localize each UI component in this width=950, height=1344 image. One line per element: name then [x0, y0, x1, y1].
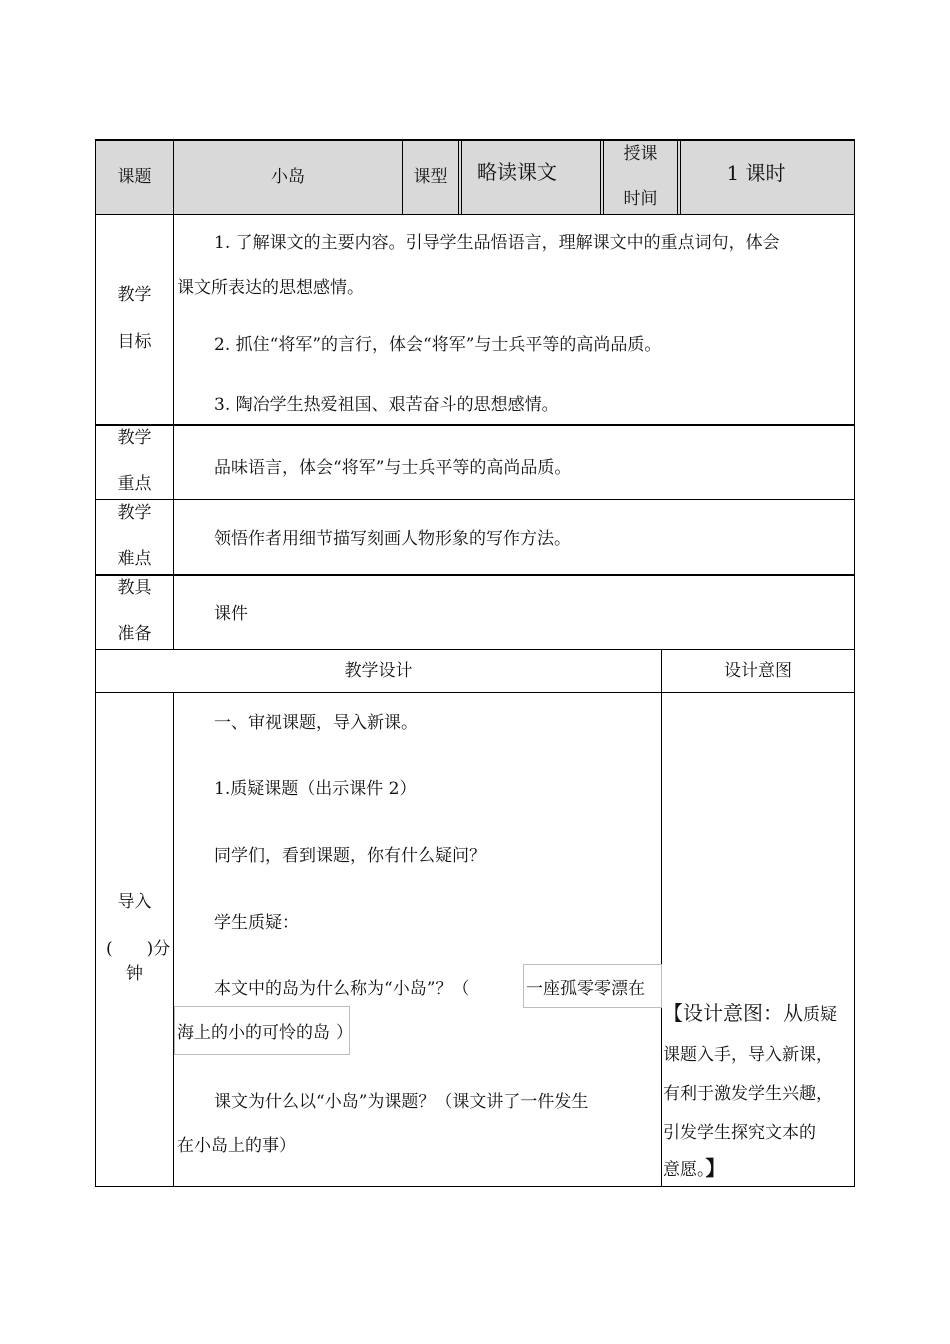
intro-label-line3: 钟 [126, 964, 143, 984]
label-column-border-top [173, 139, 174, 650]
type-label: 课型 [413, 167, 448, 187]
keypoints-text: 品味语言，体会“将军”与士兵平等的高尚品质。 [214, 458, 572, 478]
intent-line5 [663, 1157, 726, 1181]
intent-line1 [663, 1000, 837, 1028]
type-value: 略读课文 [477, 160, 557, 184]
intro-paragraph-1: 一、审视课题，导入新课。 [214, 713, 418, 733]
design-header-right: 设计意图 [724, 661, 792, 681]
table-top-border [95, 139, 855, 141]
design-header-bottom-border [95, 692, 855, 693]
table-right-border [854, 139, 855, 1187]
intent-column-border [661, 649, 662, 1187]
difficulties-text: 领悟作者用细节描写刻画人物形象的写作方法。 [214, 529, 571, 549]
intro-paragraph-5-answer-1: 一座孤零零漂在 [526, 979, 645, 999]
intro-label-line2: ( )分 [106, 939, 171, 959]
table-bottom-border [95, 1186, 855, 1187]
goal-1-line1: 1. 了解课文的主要内容。引导学生品悟语言，理解课文中的重点词句，体会 [214, 233, 780, 253]
header-divider-2a [458, 139, 459, 215]
intent-line1-end: 质疑 [803, 1005, 837, 1025]
intro-paragraph-6-line2: 在小岛上的事） [177, 1136, 296, 1156]
keypoints-bottom-border [95, 499, 855, 500]
intro-paragraph-5-answer-2: 海上的小的可怜的岛 [177, 1023, 330, 1043]
goals-label-line2: 目标 [117, 332, 152, 352]
intro-paragraph-5-close: ） [336, 1023, 353, 1043]
keypoints-label-line2: 重点 [117, 474, 152, 494]
time-label-line2: 时间 [623, 189, 658, 209]
tools-label-line2: 准备 [117, 624, 152, 644]
topic-value: 小岛 [271, 167, 305, 187]
intent-line5-text: 意愿。 [663, 1160, 706, 1180]
intro-label-line1: 导入 [117, 892, 152, 912]
tools-text: 课件 [214, 604, 248, 624]
keypoints-label-line1: 教学 [117, 428, 152, 448]
design-header-left: 教学设计 [344, 661, 413, 681]
goal-3: 3. 陶冶学生热爱祖国、艰苦奋斗的思想感情。 [214, 395, 559, 415]
tools-bottom-border [95, 649, 855, 650]
intro-paragraph-3: 同学们，看到课题，你有什么疑问？ [214, 846, 486, 866]
intent-close-bracket: 】 [705, 1156, 726, 1180]
header-divider-2b [461, 139, 462, 215]
goals-label-line1: 教学 [117, 285, 152, 305]
tools-label-line1: 教具 [117, 578, 152, 598]
intro-paragraph-5-question: 本文中的岛为什么称为“小岛”？（ [214, 979, 470, 999]
intent-line4: 引发学生探究文本的 [663, 1123, 816, 1143]
topic-label: 课题 [117, 167, 152, 187]
difficulties-label-line2: 难点 [117, 549, 152, 569]
intro-paragraph-2: 1.质疑课题（出示课件 2） [214, 779, 417, 799]
intent-line2: 课题入手，导入新课， [663, 1045, 833, 1065]
time-value: 1 课时 [726, 161, 786, 185]
intent-line3: 有利于激发学生兴趣， [663, 1084, 833, 1104]
goal-1-line2: 课文所表达的思想感情。 [177, 278, 364, 298]
intent-line1-start: 【设计意图：从 [663, 1001, 803, 1025]
header-divider-4a [677, 139, 678, 215]
intro-paragraph-6-line1: 课文为什么以“小岛”为课题？（课文讲了一件发生 [214, 1092, 589, 1112]
label-column-border-bottom [173, 692, 174, 1187]
difficulties-label-line1: 教学 [117, 503, 152, 523]
header-bottom-border [95, 214, 855, 215]
intro-paragraph-4: 学生质疑： [214, 913, 299, 933]
header-divider-3a [600, 139, 601, 215]
goal-2: 2. 抓住“将军”的言行，体会“将军”与士兵平等的高尚品质。 [214, 335, 662, 355]
time-label-line1: 授课 [623, 144, 658, 164]
difficulties-bottom-border [95, 574, 855, 576]
goals-bottom-border [95, 424, 855, 426]
